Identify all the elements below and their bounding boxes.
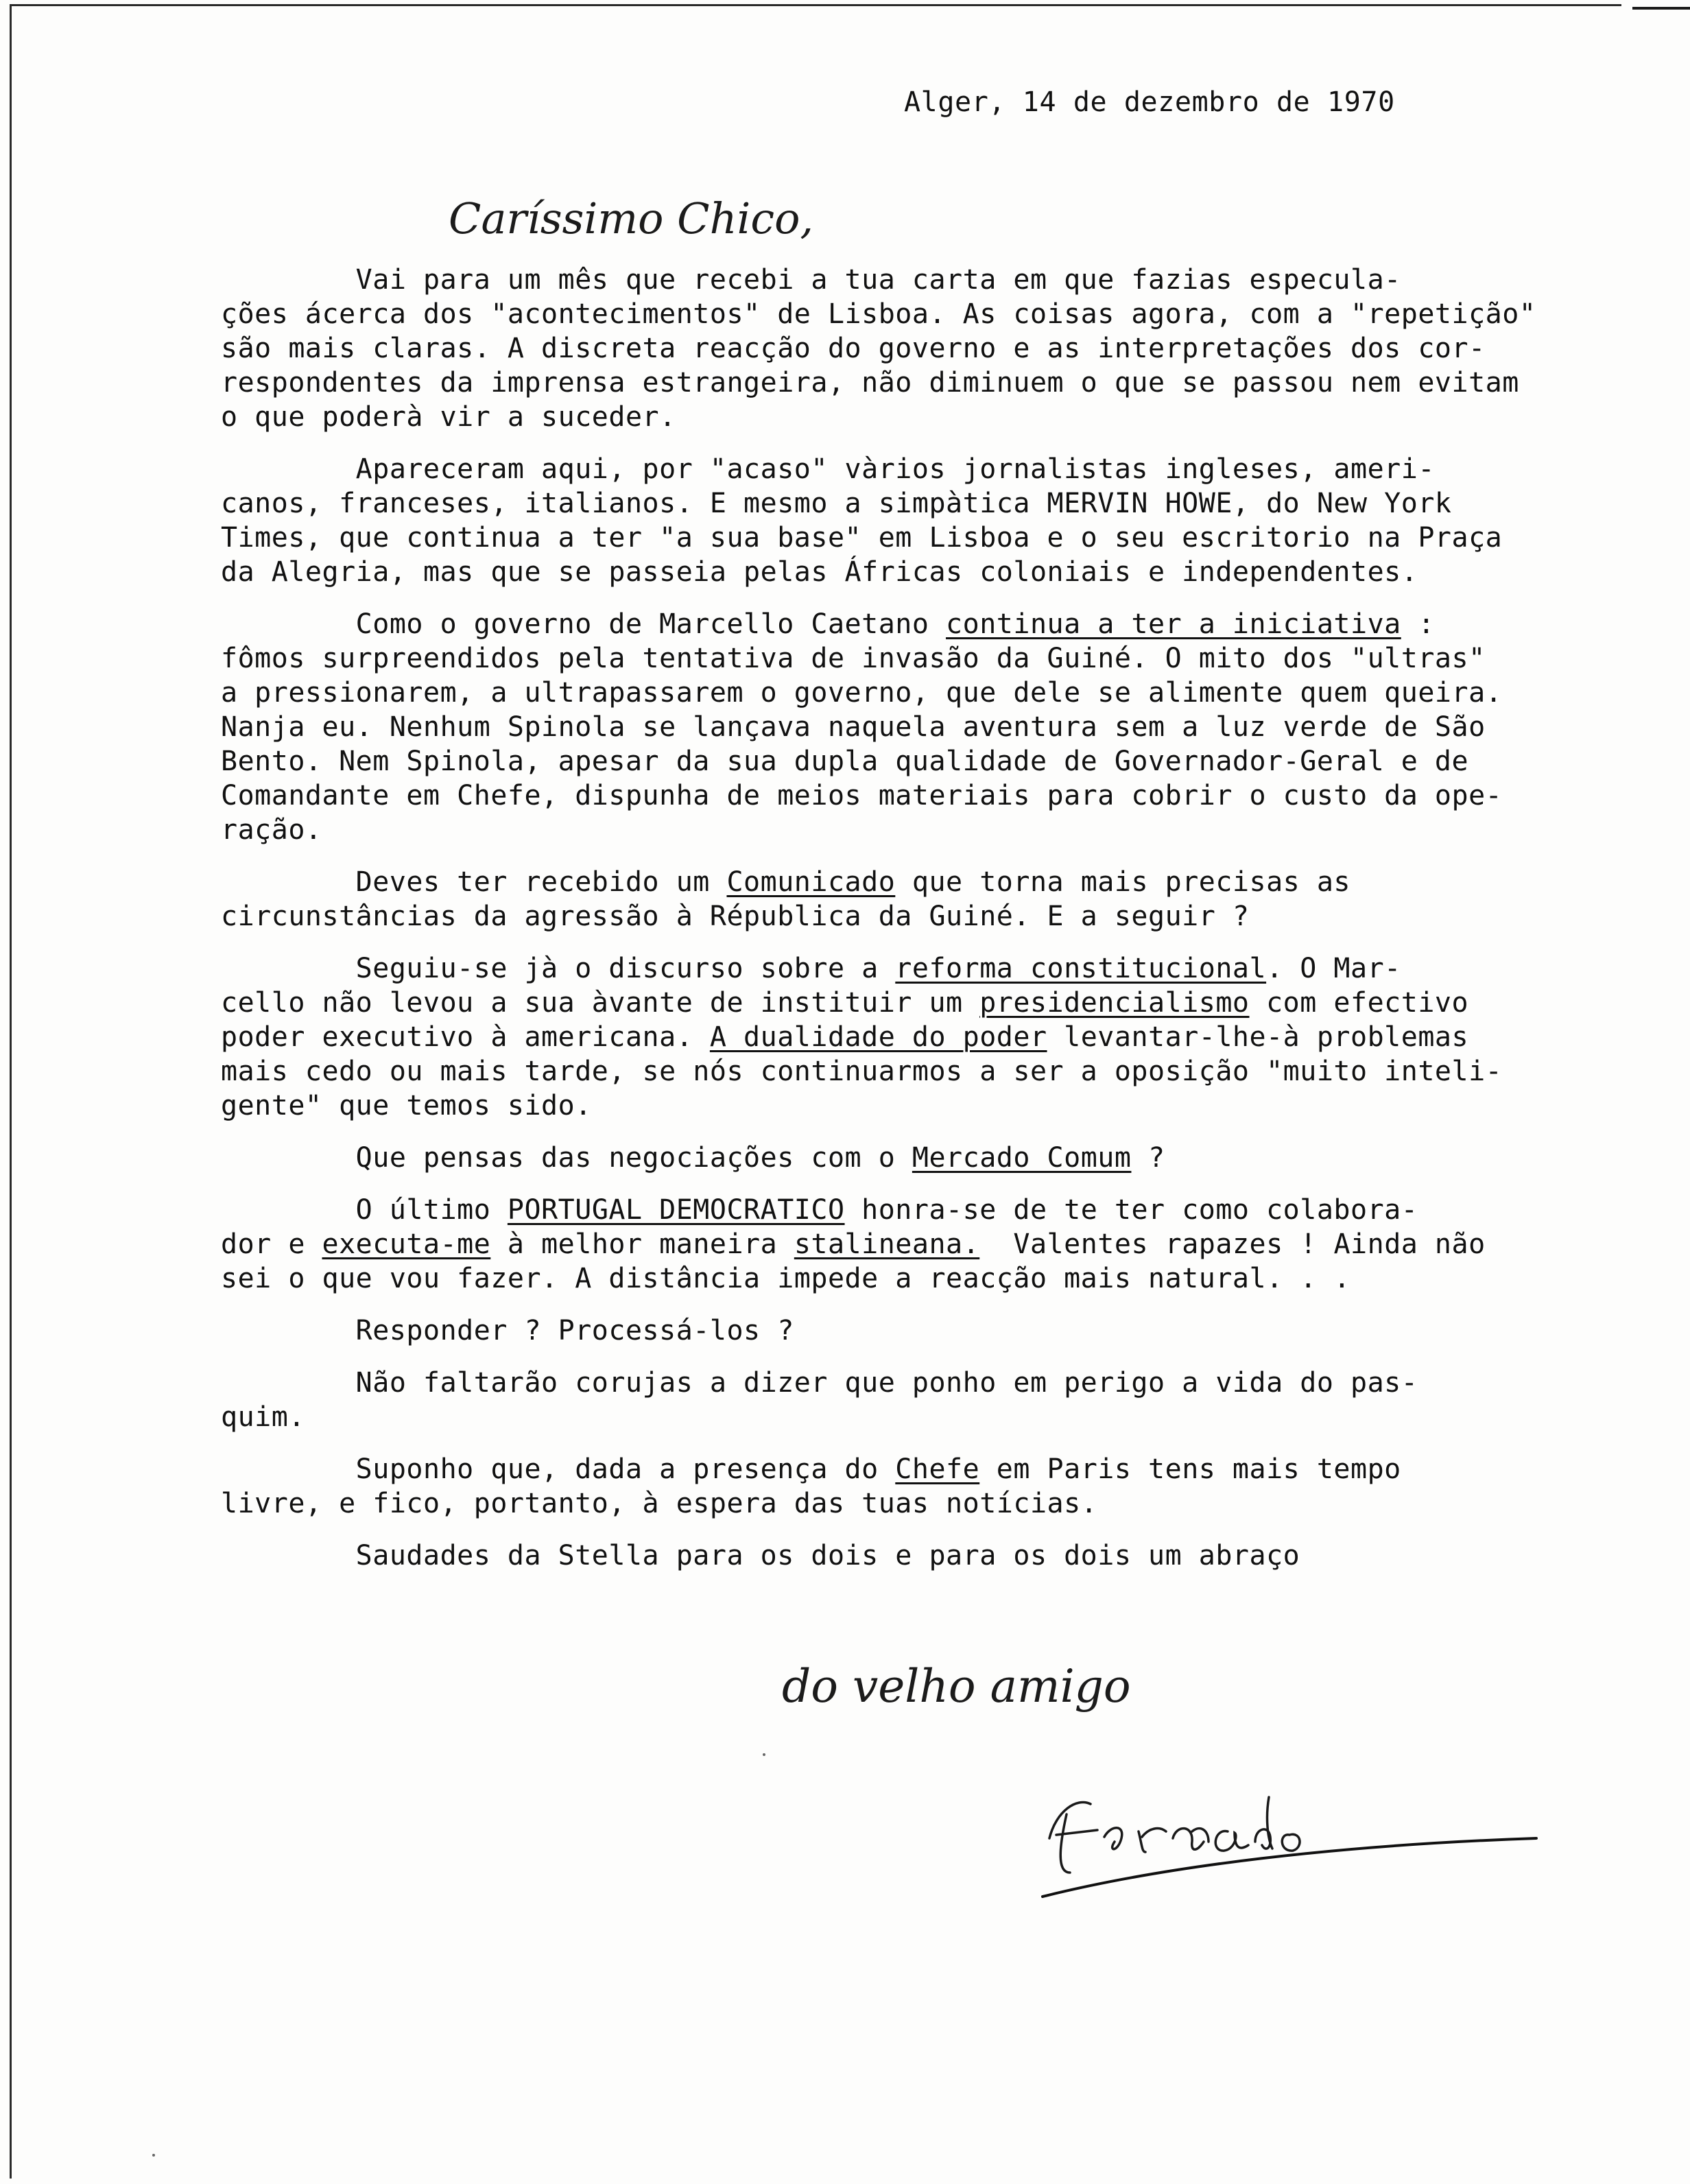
letter-line: cello não levou a sua àvante de instituir um presidencialismo com efectivo	[221, 987, 1469, 1019]
letter-line: Vai para um mês que recebi a tua carta em que fazias especula-	[221, 264, 1401, 296]
letter-line: circunstâncias da agressão à Républica da Guiné. E a seguir ?	[221, 901, 1250, 932]
letter-line: Como o governo de Marcello Caetano continua a ter a iniciativa :	[221, 608, 1435, 640]
underlined-phrase: continua a ter a iniciativa	[946, 608, 1401, 640]
letter-line: quim.	[221, 1401, 305, 1433]
letter-line: Bento. Nem Spinola, apesar da sua dupla qualidade de Governador-Geral e de	[221, 746, 1469, 777]
letter-line: poder executivo à americana. A dualidade do poder levantar-lhe-à problemas	[221, 1021, 1469, 1053]
letter-line: Times, que continua a ter "a sua base" em Lisboa e o seu escritorio na Praça	[221, 522, 1503, 554]
underlined-phrase: Mercado Comum	[912, 1142, 1132, 1174]
letter-line: da Alegria, mas que se passeia pelas Áfricas coloniais e independentes.	[221, 556, 1418, 588]
letter-line: a pressionarem, a ultrapassarem o governo, que dele se alimente quem queira.	[221, 677, 1503, 709]
closing-handwritten: do velho amigo	[782, 1660, 1131, 1713]
letter-line: sei o que vou fazer. A distância impede a reacção mais natural. . .	[221, 1263, 1350, 1294]
letter-line: o que poderà vir a suceder.	[221, 401, 676, 433]
page-left-edge	[10, 4, 12, 2179]
page-corner-mark	[1632, 7, 1690, 10]
letter-line: ções ácerca dos "acontecimentos" de Lisboa. As coisas agora, com a "repetição"	[221, 298, 1536, 330]
letter-line: são mais claras. A discreta reacção do governo e as interpretações dos cor-	[221, 333, 1486, 364]
letter-line: Responder ? Processá-los ?	[221, 1315, 794, 1346]
underlined-phrase: Comunicado	[726, 866, 896, 898]
letter-line: livre, e fico, portanto, à espera das tuas notícias.	[221, 1488, 1098, 1519]
page-top-edge	[10, 4, 1621, 6]
underlined-phrase: PORTUGAL DEMOCRATICO	[507, 1194, 845, 1226]
letter-line: mais cedo ou mais tarde, se nós continuarmos a ser a oposição "muito inteli-	[221, 1056, 1503, 1087]
letter-line: respondentes da imprensa estrangeira, não diminuem o que se passou nem evitam	[221, 367, 1519, 399]
letter-line: Deves ter recebido um Comunicado que torna mais precisas as	[221, 866, 1351, 898]
underlined-phrase: executa-me	[322, 1228, 491, 1260]
letter-line: Que pensas das negociações com o Mercado Comum ?	[221, 1142, 1165, 1174]
underlined-phrase: Chefe	[895, 1453, 980, 1485]
underlined-phrase: A dualidade do poder	[709, 1021, 1047, 1053]
letter-line: O último PORTUGAL DEMOCRATICO honra-se de te ter como colabora-	[221, 1194, 1418, 1226]
salutation-handwritten: Caríssimo Chico,	[449, 193, 814, 244]
letter-line: Comandante em Chefe, dispunha de meios materiais para cobrir o custo da ope-	[221, 780, 1503, 811]
letter-line: Seguiu-se jà o discurso sobre a reforma constitucional. O Mar-	[221, 953, 1401, 984]
underlined-phrase: stalineana.	[794, 1228, 980, 1260]
letter-date: Alger, 14 de dezembro de 1970	[904, 86, 1395, 118]
letter-line: Não faltarão corujas a dizer que ponho em perigo a vida do pas-	[221, 1367, 1418, 1399]
ink-dot	[152, 2154, 155, 2157]
letter-line: Saudades da Stella para os dois e para os dois um abraço	[221, 1540, 1300, 1571]
letter-line: Nanja eu. Nenhum Spinola se lançava naquela aventura sem a luz verde de São	[221, 711, 1486, 743]
letter-line: gente" que temos sido.	[221, 1090, 592, 1121]
letter-line: dor e executa-me à melhor maneira stalineana. Valentes rapazes ! Ainda não	[221, 1228, 1486, 1260]
underlined-phrase: presidencialismo	[979, 987, 1250, 1019]
letter-line: Suponho que, dada a presença do Chefe em Paris tens mais tempo	[221, 1453, 1401, 1485]
letter-line: canos, franceses, italianos. E mesmo a simpàtica MERVIN HOWE, do New York	[221, 488, 1452, 519]
underlined-phrase: reforma constitucional	[895, 953, 1267, 984]
ink-dot	[763, 1753, 765, 1756]
letter-line: Apareceram aqui, por "acaso" vàrios jornalistas ingleses, ameri-	[221, 453, 1435, 485]
letter-line: ração.	[221, 814, 322, 846]
signature-fernando	[1029, 1756, 1550, 1907]
letter-line: fômos surpreendidos pela tentativa de invasão da Guiné. O mito dos "ultras"	[221, 643, 1486, 674]
